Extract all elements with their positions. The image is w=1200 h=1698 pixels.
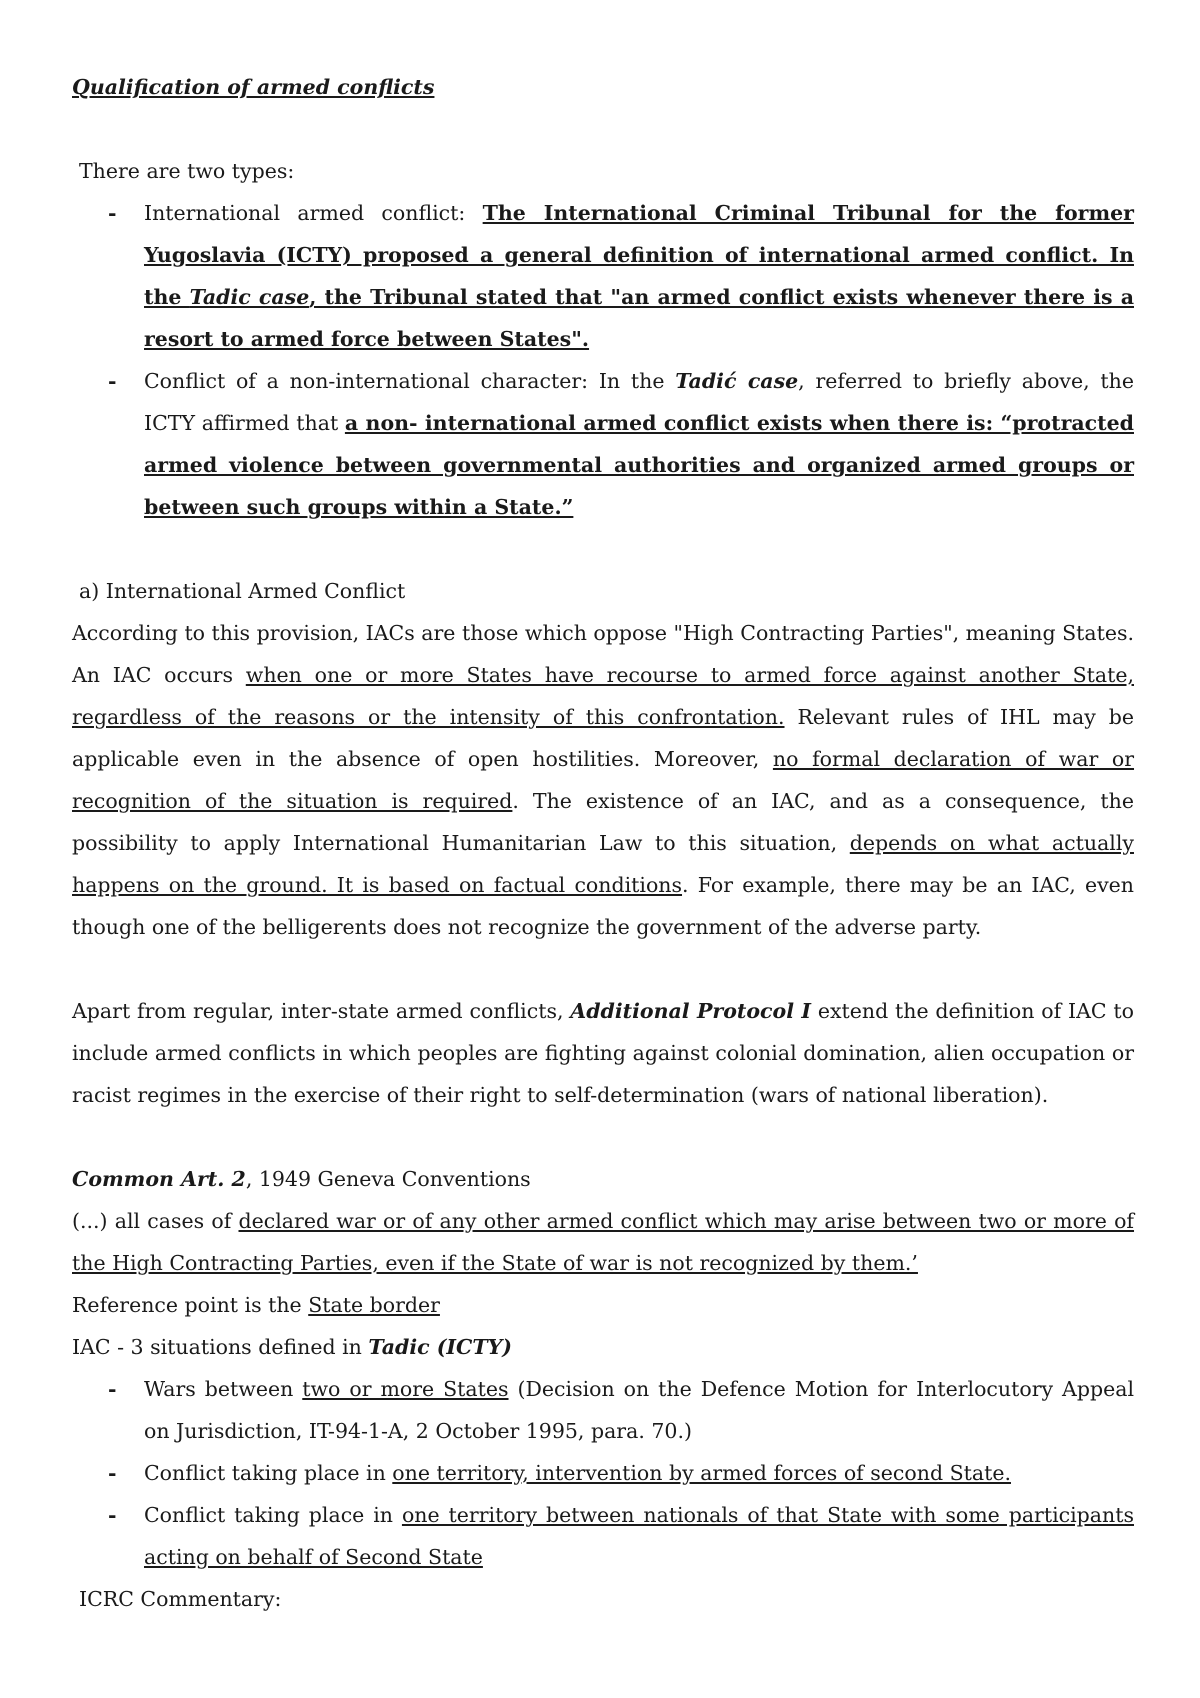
page-title: Qualification of armed conflicts xyxy=(72,75,435,99)
list-item: - Wars between two or more States (Decision on the Defence Motion for Interlocutory Appeal on Jurisdiction, IT-94-1-A, 2 October 1995, para. 70.) xyxy=(72,1368,1134,1452)
document-page xyxy=(72,66,1134,1620)
list-item-iac: - International armed conflict: The International Criminal Tribunal for the former Yugoslavia (ICTY) proposed a general definition of international armed conflict. In the Tadic case, the Tribunal stated that "an armed conflict exists whenever there is a resort to armed force between States". xyxy=(72,192,1134,360)
section-heading-iac: a) International Armed Conflict xyxy=(79,579,406,603)
iac-situations-heading: IAC - 3 situations defined in Tadic (ICTY) xyxy=(72,1335,512,1359)
reference-point: Reference point is the State border xyxy=(72,1293,440,1317)
icrc-commentary-heading: ICRC Commentary: xyxy=(79,1587,282,1611)
list-item-niac: - Conflict of a non-international character: In the Tadić case, referred to briefly above, the ICTY affirmed that a non- international armed conflict exists when there is: “protracted armed violence between governmental authorities and organized armed groups or between such groups within a State.” xyxy=(72,360,1134,528)
paragraph-iac-definition: According to this provision, IACs are those which oppose "High Contracting Parties", meaning States. An IAC occurs when one or more States have recourse to armed force against another State, regardless of the reasons or the intensity of this confrontation. Relevant rules of IHL may be applicable even in the absence of open hostilities. Moreover, no formal declaration of war or recognition of the situation is required. The existence of an IAC, and as a consequence, the possibility to apply International Humanitarian Law to this situation, depends on what actually happens on the ground. It is based on factual conditions. For example, there may be an IAC, even though one of the belligerents does not recognize the government of the adverse party. xyxy=(72,621,1135,939)
common-art-reference: Common Art. 2, 1949 Geneva Conventions xyxy=(72,1167,531,1191)
intro-text: There are two types: xyxy=(79,159,295,183)
list-item: - Conflict taking place in one territory between nationals of that State with some participants acting on behalf of Second State xyxy=(72,1494,1134,1578)
list-item: - Conflict taking place in one territory, intervention by armed forces of second State. xyxy=(72,1452,1134,1494)
paragraph-additional-protocol: Apart from regular, inter-state armed conflicts, Additional Protocol I extend the definition of IAC to include armed conflicts in which peoples are fighting against colonial domination, alien occupation or racist regimes in the exercise of their right to self-determination (wars of national liberation). xyxy=(72,999,1135,1107)
common-art-quote: (...) all cases of declared war or of any other armed conflict which may arise between two or more of the High Contracting Parties, even if the State of war is not recognized by them.’ xyxy=(72,1209,1135,1275)
